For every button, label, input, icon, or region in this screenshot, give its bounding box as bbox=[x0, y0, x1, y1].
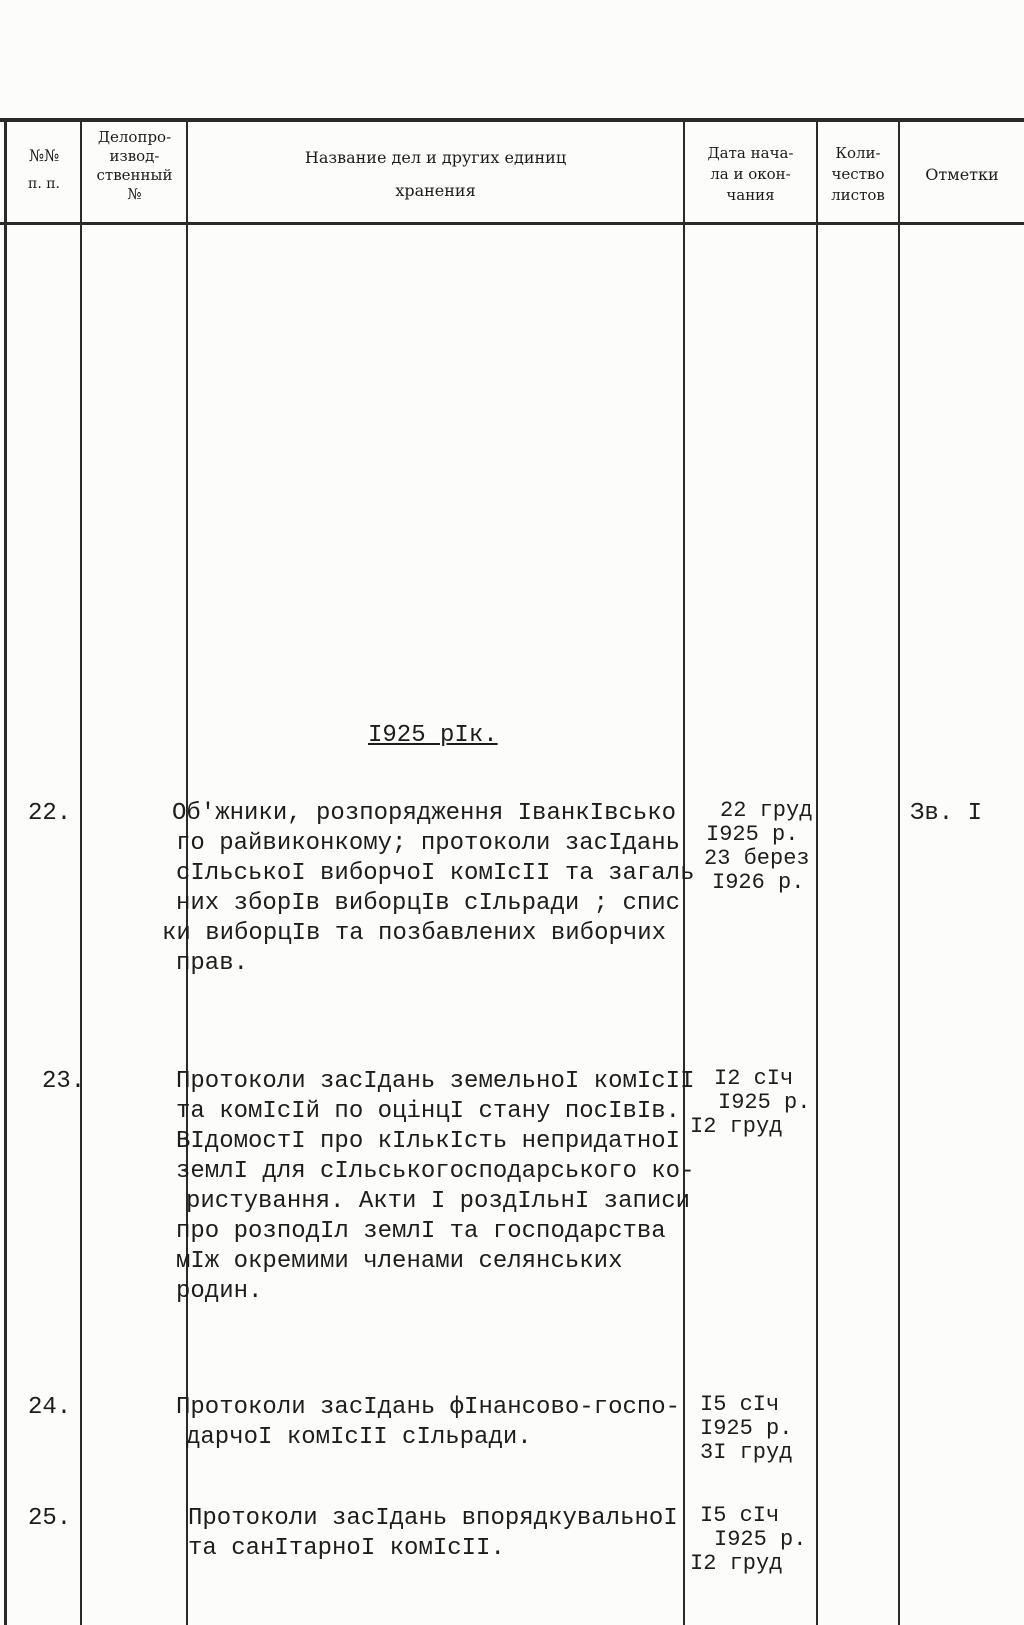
entry-23-line-1: Протоколи засIдань земельноI комIсII bbox=[176, 1068, 695, 1095]
header-col-dates-line3: чания bbox=[726, 186, 775, 204]
entry-24-line-2: дарчоI комIсII сIльради. bbox=[186, 1424, 532, 1451]
header-col-number-line1: №№ bbox=[28, 146, 60, 165]
header-col-title-line2: хранения bbox=[395, 181, 476, 200]
entry-25-number: 25. bbox=[28, 1505, 72, 1532]
entry-22-line-3: сIльськоI виборчоI комIсII та загаль bbox=[176, 860, 695, 887]
header-col-notes-label: Отметки bbox=[925, 165, 999, 184]
entry-24-line-1: Протоколи засIдань фIнансово-госпо- bbox=[176, 1394, 681, 1421]
header-col-dates bbox=[685, 143, 816, 206]
col-divider-5 bbox=[898, 118, 900, 1625]
header-col-sheets-line3: листов bbox=[831, 186, 885, 204]
entry-22-line-6: прав. bbox=[176, 950, 249, 977]
header-col-office-line3: ственный bbox=[96, 166, 173, 184]
entry-22-line-4: них зборIв виборцIв сIльради ; спис bbox=[176, 890, 681, 917]
header-col-title-line1: Название дел и других единиц bbox=[304, 148, 567, 167]
entry-25-dates bbox=[690, 1503, 807, 1576]
entry-25-line-1: Протоколи засIдань впорядкувальноI bbox=[188, 1505, 678, 1532]
entry-25-line-2: та санIтарноI комIсII. bbox=[188, 1535, 505, 1562]
entry-22-date-4: I926 р. bbox=[712, 870, 805, 895]
entry-23-line-6: про розподIл землI та господарства bbox=[176, 1218, 666, 1245]
header-col-sheets-line1: Коли- bbox=[835, 144, 881, 162]
header-bottom-rule bbox=[0, 222, 1024, 225]
entry-22-title bbox=[162, 799, 695, 979]
entry-25-date-3: I2 груд bbox=[690, 1551, 783, 1576]
year-heading: I925 рIк. bbox=[368, 722, 498, 749]
entry-24-number: 24. bbox=[28, 1394, 72, 1421]
entry-25-date-2: I925 р. bbox=[714, 1527, 807, 1552]
header-col-office-number bbox=[83, 128, 186, 204]
entry-23-date-2: I925 р. bbox=[718, 1090, 811, 1115]
entry-23-date-3: I2 груд bbox=[690, 1114, 783, 1139]
header-col-number-line2: п. п. bbox=[27, 176, 60, 192]
header-col-sheets-line2: чество bbox=[831, 165, 885, 183]
entry-22-line-5: ки виборцIв та позбавлених виборчих bbox=[162, 920, 667, 947]
entry-24-title bbox=[176, 1393, 680, 1453]
header-col-notes bbox=[900, 164, 1024, 185]
col-divider-1 bbox=[80, 118, 82, 1625]
entry-24-date-1: I5 сIч bbox=[700, 1392, 780, 1417]
header-col-office-line2: извод- bbox=[109, 147, 160, 165]
header-col-dates-line2: ла и окон- bbox=[710, 165, 791, 183]
header-col-sheets bbox=[818, 143, 898, 206]
entry-23-line-8: родин. bbox=[176, 1278, 263, 1305]
entry-23-dates bbox=[690, 1067, 810, 1139]
entry-22-date-2: I925 р. bbox=[706, 822, 799, 847]
header-col-title bbox=[188, 147, 683, 201]
entry-23-line-4: землI для сIльськогосподарського ко- bbox=[176, 1158, 695, 1185]
entry-23-line-5: ристування. Акти I роздIльнI записи bbox=[186, 1188, 691, 1215]
entry-25-title bbox=[188, 1504, 678, 1564]
entry-22-date-3: 23 берез bbox=[704, 846, 810, 871]
entry-22-dates bbox=[700, 799, 812, 895]
entry-23-line-2: та комIсIй по оцiнцI стану посIвIв. bbox=[176, 1098, 681, 1125]
entry-23-line-3: ВIдомостI про кIлькIсть непридатноI bbox=[176, 1128, 681, 1155]
left-border-rule bbox=[4, 118, 7, 1625]
entry-22-line-1: Об'жники, розпорядження IванкIвсько bbox=[172, 800, 677, 827]
entry-22-date-1: 22 груд bbox=[720, 798, 813, 823]
entry-24-date-3: 3I груд bbox=[700, 1440, 793, 1465]
entry-25-date-1: I5 сIч bbox=[700, 1503, 780, 1528]
header-col-number bbox=[8, 145, 80, 195]
entry-23-date-1: I2 сIч bbox=[714, 1066, 794, 1091]
entry-22-note: Зв. I bbox=[910, 800, 983, 827]
entry-22-line-2: го райвиконкому; протоколи засIдань bbox=[176, 830, 681, 857]
header-col-dates-line1: Дата нача- bbox=[707, 144, 794, 162]
table-top-rule bbox=[0, 118, 1024, 122]
col-divider-4 bbox=[816, 118, 818, 1625]
entry-23-line-7: мIж окремими членами селянських bbox=[176, 1248, 623, 1275]
entry-22-number: 22. bbox=[28, 800, 72, 827]
header-col-office-line1: Делопро- bbox=[97, 128, 172, 146]
entry-23-number: 23. bbox=[42, 1068, 86, 1095]
entry-23-title bbox=[176, 1067, 694, 1307]
header-col-office-line4: № bbox=[127, 185, 142, 203]
entry-24-dates bbox=[700, 1393, 792, 1465]
entry-24-date-2: I925 р. bbox=[700, 1416, 793, 1441]
